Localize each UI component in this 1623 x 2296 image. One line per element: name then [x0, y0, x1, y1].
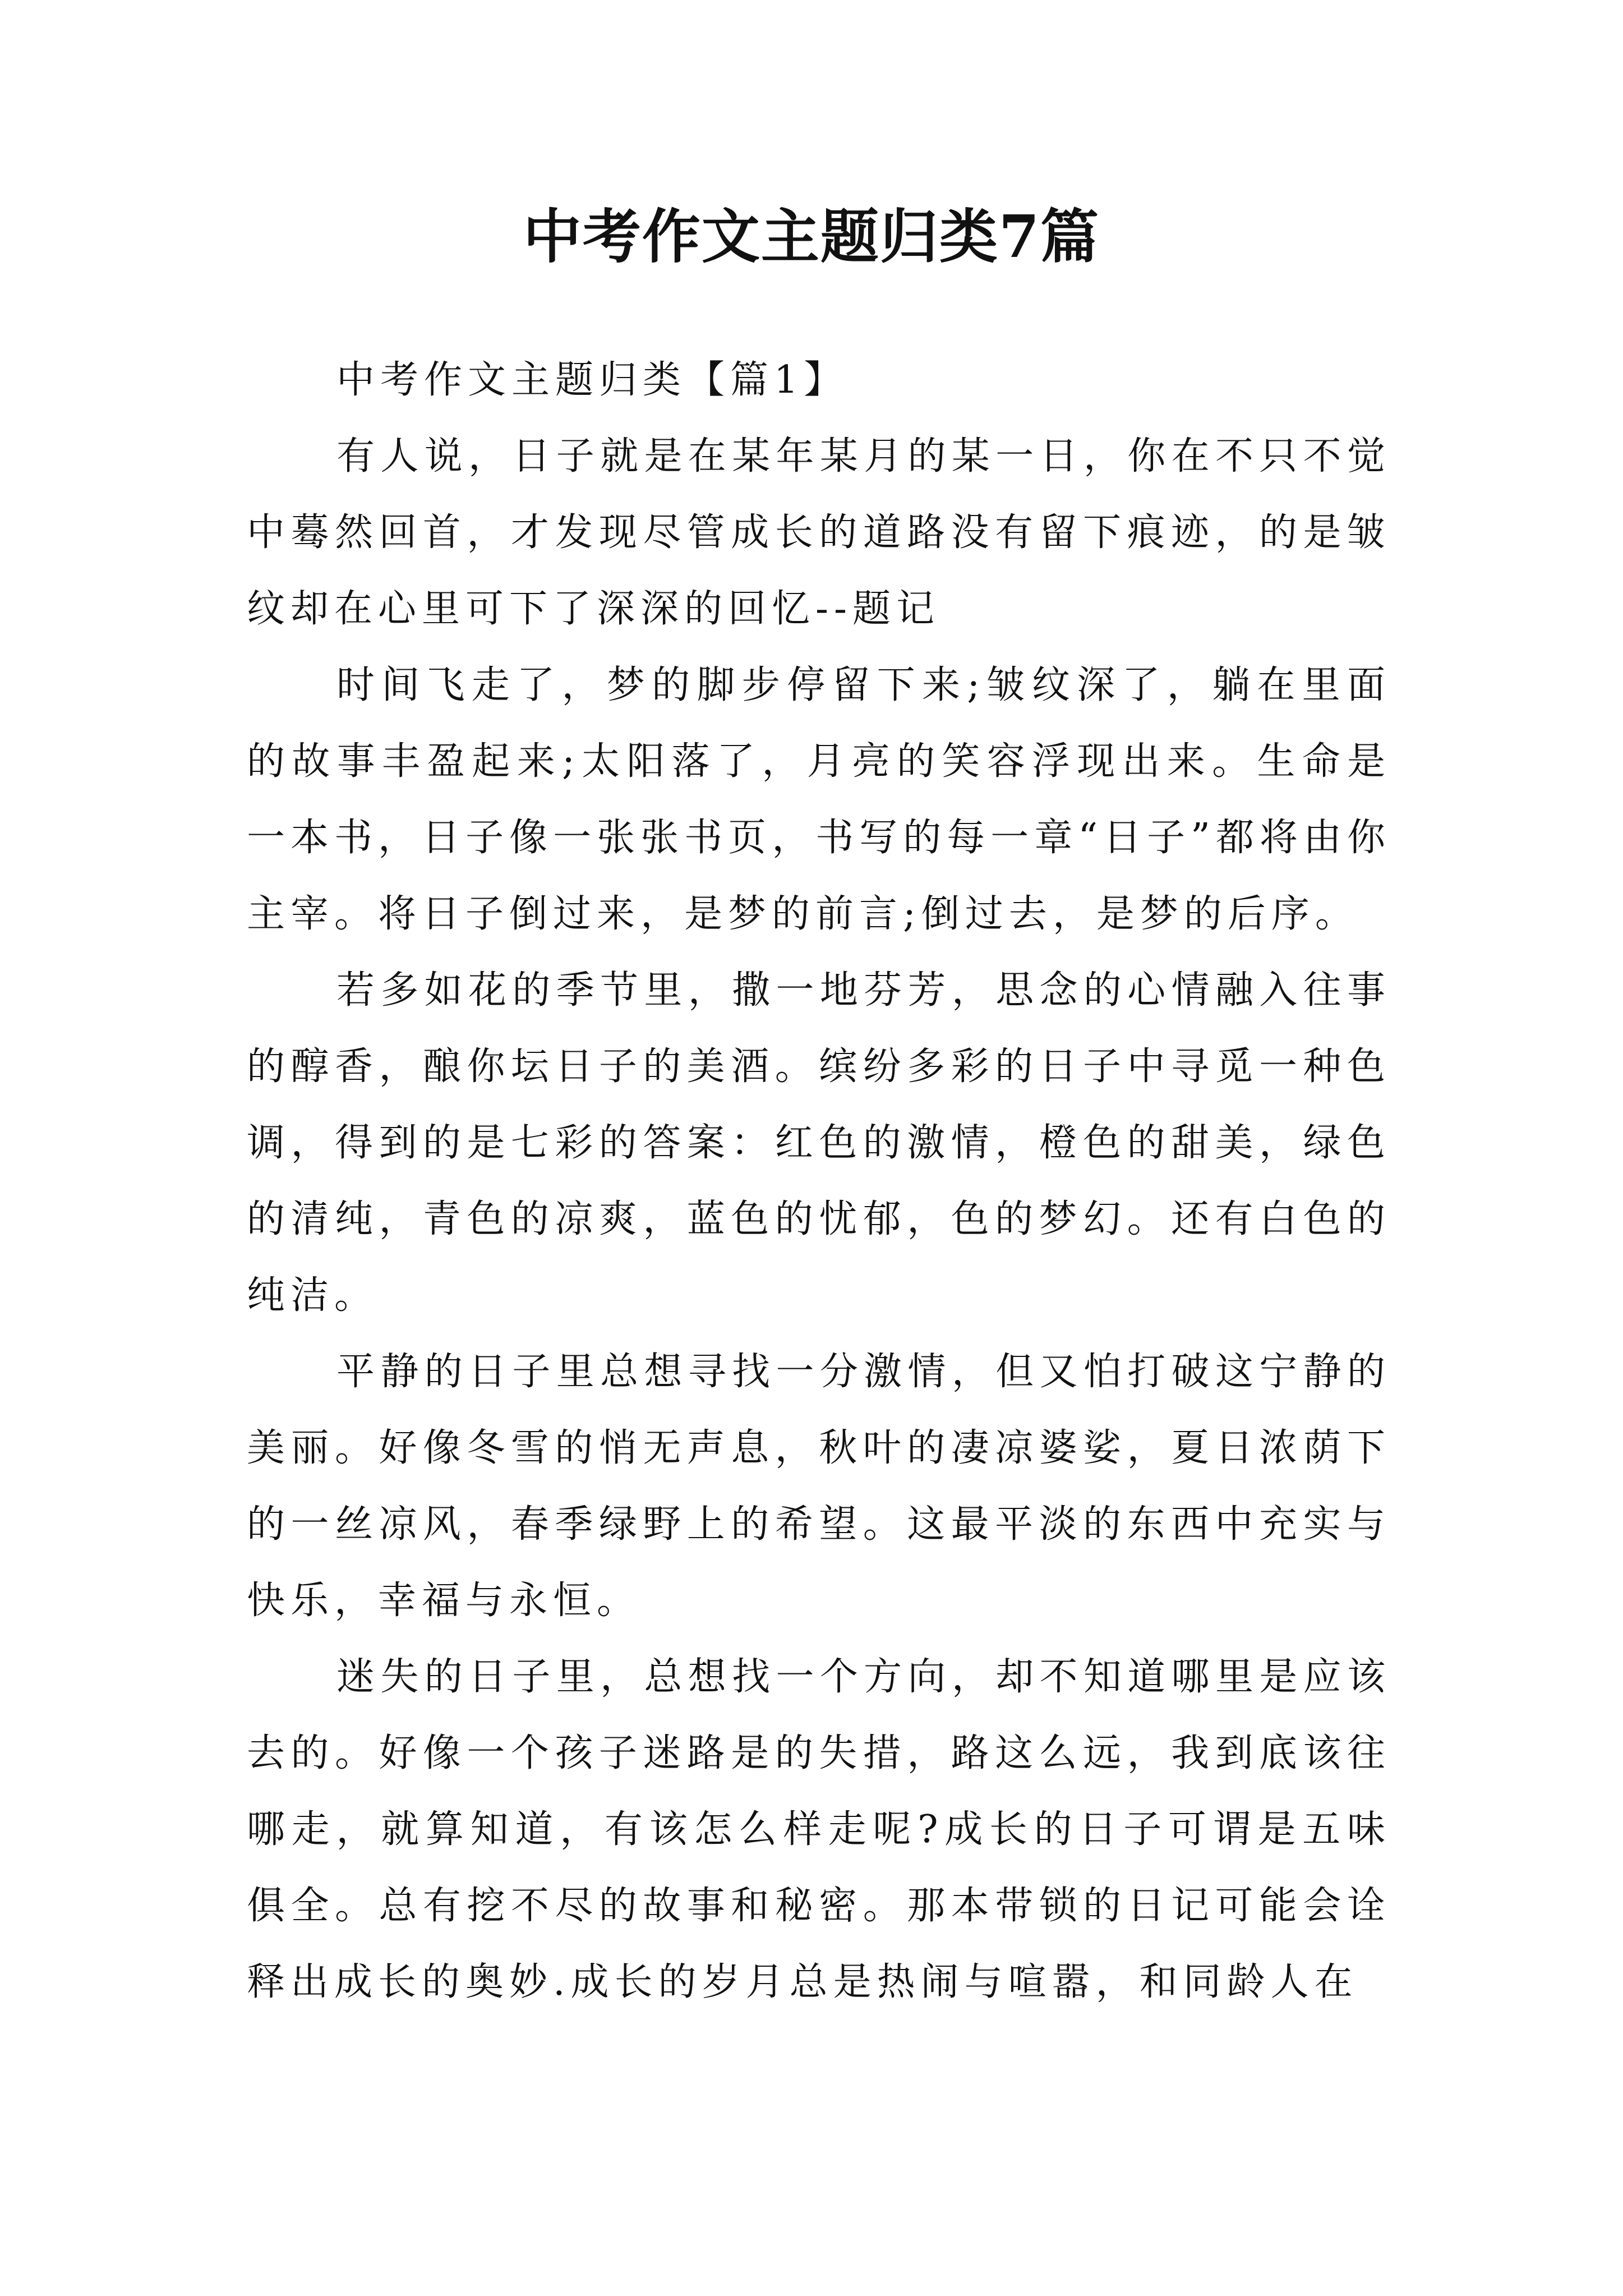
paragraph: 若多如花的季节里，撒一地芬芳，思念的心情融入往事的醇香，酿你坛日子的美酒。缤纷多彩的日子中寻觅一种色调，得到的是七彩的答案：红色的激情，橙色的甜美，绿色的清纯，青色的凉爽，蓝色的忧郁，色的梦幻。还有白色的纯洁。 — [247, 968, 1391, 1318]
document-title: 中考作文主题归类7篇 — [523, 202, 1100, 271]
paragraph: 平静的日子里总想寻找一分激情，但又怕打破这宁静的美丽。好像冬雪的悄无声息，秋叶的凄凉婆娑，夏日浓荫下的一丝凉风，春季绿野上的希望。这最平淡的东西中充实与快乐，幸福与永恒。 — [247, 1350, 1391, 1623]
paragraph: 时间飞走了，梦的脚步停留下来;皱纹深了，躺在里面的故事丰盈起来;太阳落了，月亮的笑容浮现出来。生命是一本书，日子像一张张书页，书写的每一章“日子”都将由你主宰。将日子倒过来，是梦的前言;倒过去，是梦的后序。 — [247, 663, 1391, 936]
section-heading: 中考作文主题归类【篇1】 — [336, 358, 848, 402]
paragraph: 迷失的日子里，总想找一个方向，却不知道哪里是应该去的。好像一个孩子迷路是的失措，路这么远，我到底该往哪走，就算知道，有该怎么样走呢?成长的日子可谓是五味俱全。总有挖不尽的故事和秘密。那本带锁的日记可能会诠释出成长的奥妙.成长的岁月总是热闹与喧嚣，和同龄人在 — [247, 1655, 1391, 2004]
paragraph: 有人说，日子就是在某年某月的某一日，你在不只不觉中蓦然回首，才发现尽管成长的道路没有留下痕迹，的是皱纹却在心里可下了深深的回忆--题记 — [247, 434, 1391, 631]
document-body — [247, 342, 1391, 2021]
